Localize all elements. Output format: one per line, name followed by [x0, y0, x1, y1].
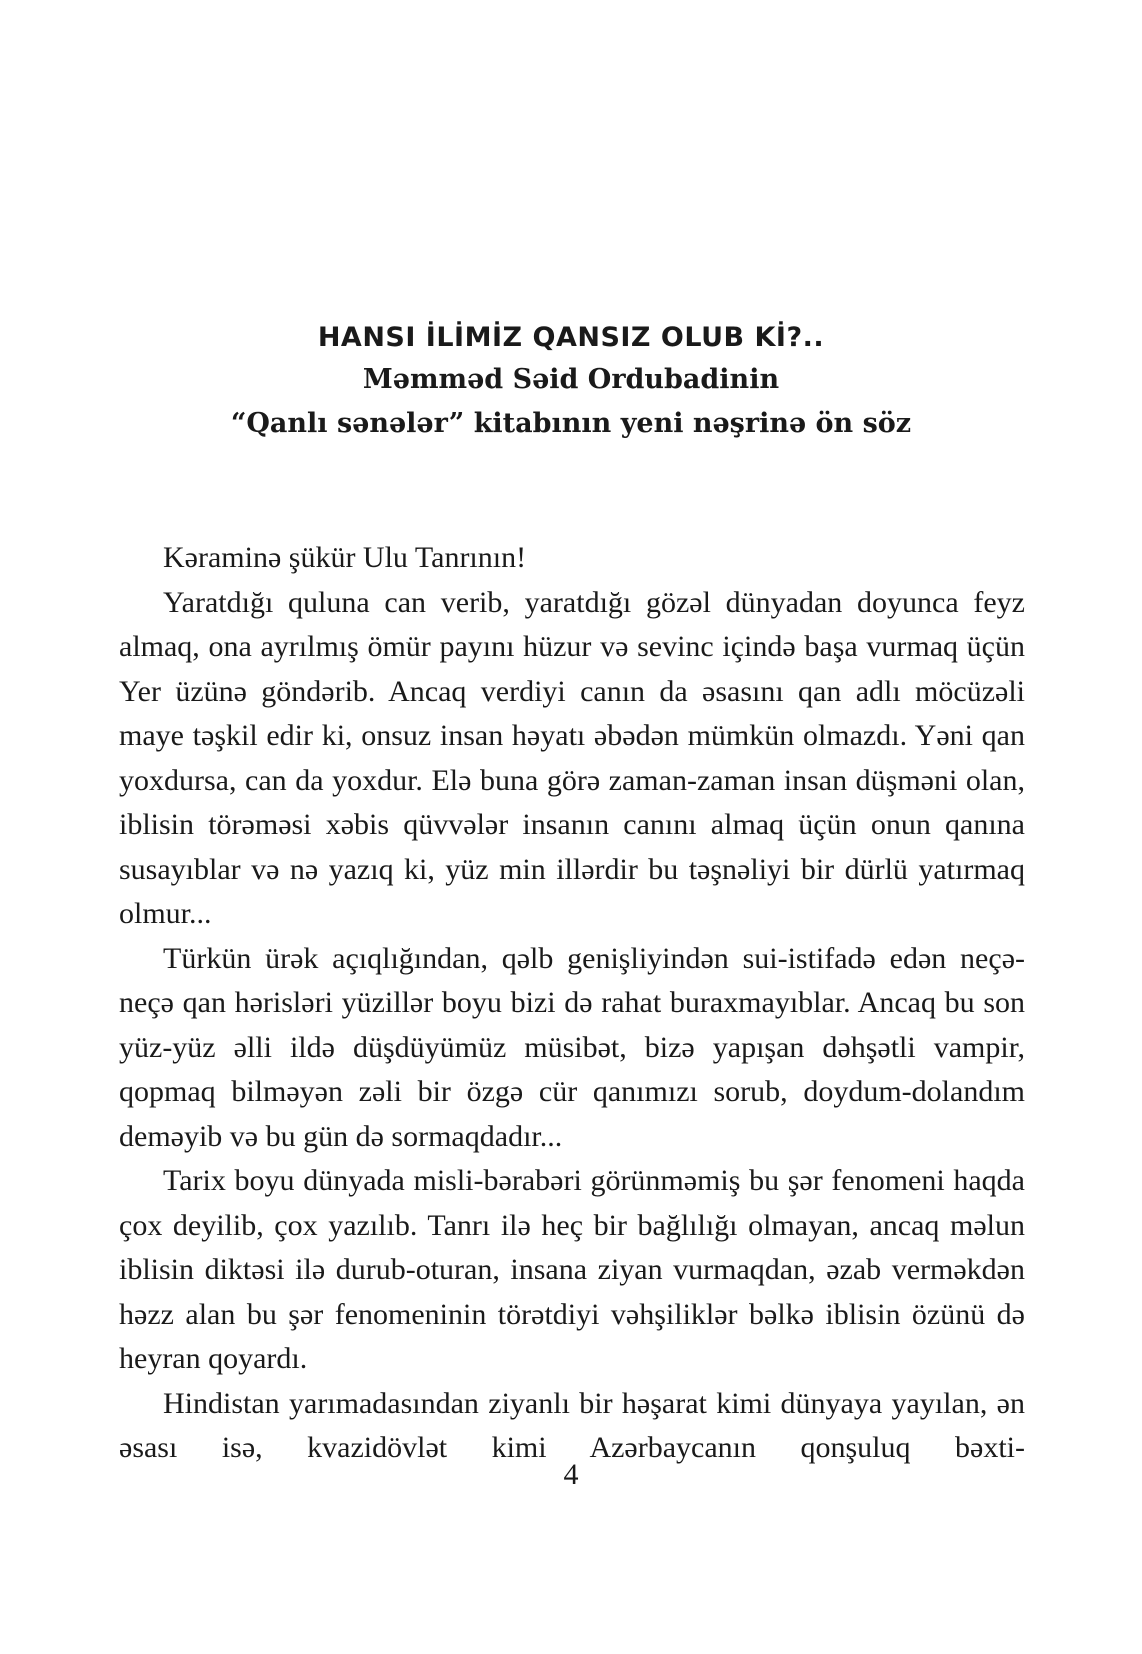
chapter-title: HANSI İLİMİZ QANSIZ OLUB Kİ?..: [317, 322, 825, 353]
paragraph-1: Kəraminə şükür Ulu Tanrının!: [163, 541, 527, 574]
chapter-heading: [0, 318, 1142, 446]
body-text: [119, 536, 1025, 1471]
paragraph-2: Yaratdığı quluna can verib, yaratdığı gözəl dünyadan doyunca feyz almaq, ona ayrılmış ömür payını hüzur və sevinc içində başa vurmaq üçün Yer üzünə göndərib. Ancaq verdiyi canın da əsasını qan adlı möcüzəli maye təşkil edir ki, onsuz insan həyatı əbədən mümkün olmazdı. Yəni qan yoxdursa, can da yoxdur. Elə buna görə zaman-zaman insan düşməni olan, iblisin törəməsi xəbis qüvvələr insanın canını almaq üçün onun qanına susayıblar və nə yazıq ki, yüz min illərdir bu təşnəliyi bir dürlü yatırmaq olmur...: [119, 585, 1025, 930]
page-number: 4: [563, 1458, 579, 1491]
paragraph-4: Tarix boyu dünyada misli-bərabəri görünməmiş bu şər fenomeni haqda çox deyilib, çox yazılıb. Tanrı ilə heç bir bağlılığı olmayan, ancaq məlun iblisin diktəsi ilə durub-oturan, insana ziyan vurmaqdan, əzab verməkdən həzz alan bu şər fenomeninin törətdiyi vəhşiliklər bəlkə iblisin özünü də heyran qoyardı.: [119, 1164, 1025, 1375]
chapter-subtitle-line-2: “Qanlı sənələr” kitabının yeni nəşrinə ön söz: [230, 408, 912, 439]
chapter-subtitle-line-1: Məmməd Səid Ordubadinin: [362, 364, 780, 395]
paragraph-3: Türkün ürək açıqlığından, qəlb genişliyindən sui-istifadə edən neçə-neçə qan hərisləri yüzillər boyu bizi də rahat buraxmayıblar. Ancaq bu son yüz-yüz əlli ildə düşdüyümüz müsibət, bizə yapışan dəhşətli vampir, qopmaq bilməyən zəli bir özgə cür qanımızı sorub, doydum-dolandım deməyib və bu gün də sormaqdadır...: [119, 941, 1025, 1153]
paragraph-5: Hindistan yarımadasından ziyanlı bir həşarat kimi dünyaya yayılan, ən əsası isə, kvazidövlət kimi Azərbaycanın qonşuluq bəxti-: [119, 1386, 1025, 1464]
